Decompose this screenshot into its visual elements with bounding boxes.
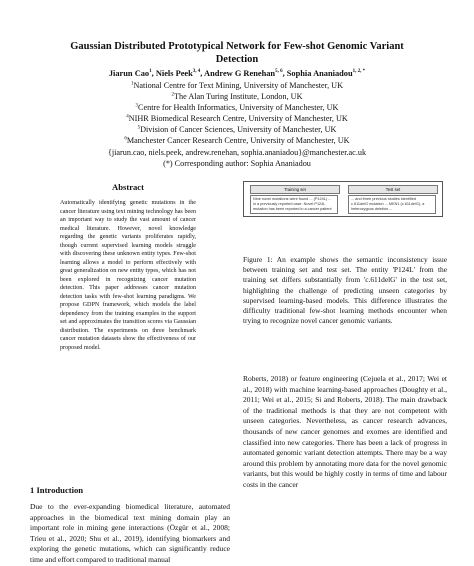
affiliation-marker: 6 bbox=[124, 136, 127, 142]
abstract-text: Automatically identifying genetic mutations in the cancer literature using text mining technology has been an important way to study the vast amount of cancer medical literature. However, novel knowledge regarding the genetic variants proliferates rapidly, though current supervised learning models struggle with discovering these unknown entity types. Few-shot learning allows a model to perform effectively with great generalization on new entity types, which has not been explored in recognizing cancer mutation detection. This paper addresses cancer mutation detection tasks with few-shot learning paradigms. We propose GDPN framework, which models the label dependency from the training examples in the support set and approximates the transition scores via Gaussian distribution. The experiments on three benchmark cancer mutation datasets show the effectiveness of our proposed model. bbox=[60, 200, 196, 351]
author-affiliation-marker: 1, 2, * bbox=[352, 69, 366, 75]
author-list bbox=[20, 68, 454, 79]
author-name: Jiarun Cao bbox=[108, 69, 150, 78]
body-text-right-column: Roberts, 2018) or feature engineering (Cejuela et al., 2017; Wei et al., 2018) with machine learning-based approaches (Doughty et al., 2011; Wei et al., 2015; Si and Roberts, 2018). The main drawback of the traditional methods is that they are not competent with unseen categories. Nevertheless, as cancer research advances, thousands of new cancer genomes and exomes are identified and classified into new categories. There has been a lack of progress in automated genomic variant detection attempts. There may be a way around this problem by annotating more data for the novel genomic variants, but this would be highly costly in terms of time and labour costs in the cancer bbox=[243, 374, 447, 489]
figure-train-example: Nine novel mutations were found ... (P124L) ... in a previously reported case. Novel P124L mutation has been reported in a cancer patient ... bbox=[250, 195, 338, 214]
introduction-heading: 1 Introduction bbox=[30, 485, 84, 495]
author-affiliation-marker: 3, 4 bbox=[192, 69, 201, 75]
affiliation-marker: 5 bbox=[137, 125, 141, 131]
author-affiliation-marker: 5, 6 bbox=[275, 69, 283, 75]
introduction-section bbox=[30, 485, 230, 566]
introduction-text: Due to the ever-expanding biomedical literature, automated approaches in the biomedical text mining domain play an important role in mining gene interactions (Özgür et al., 2008; Trieu et al., 2020; Shu et al., 2019), identifying biomarkers and exploring the genetic mutations, which can significantly reduce time and effort compared to traditional manual bbox=[30, 502, 230, 564]
author-emails: {jiarun.cao, niels.peek, andrew.renehan, sophia.ananiadou}@manchester.ac.uk bbox=[107, 147, 367, 157]
corresponding-author: (*) Corresponding author: Sophia Ananiadou bbox=[163, 158, 311, 168]
affiliation-marker: 4 bbox=[126, 114, 129, 120]
figure-test-label: Test set bbox=[348, 185, 438, 194]
figure-caption: Figure 1: An example shows the semantic inconsistency issue between training set and test set. The entity 'P124L' from the training set differs substantially from 'c.611delG' in the test set, highlighting the challenge of predicting unseen categories by supervised learning-based models. This difference illustrates the difficulty traditional few-shot learning methods encounter when trying to recognize novel cancer genomic variants. bbox=[243, 255, 447, 326]
author-name: Andrew G Renehan bbox=[204, 69, 276, 78]
author-separator: , bbox=[282, 69, 287, 78]
affiliation-text: National Centre for Text Mining, University of Manchester, UK bbox=[133, 81, 343, 90]
author-separator: , bbox=[200, 69, 205, 78]
figure-train-label: Training set bbox=[250, 185, 340, 194]
author-separator: , bbox=[151, 69, 156, 78]
affiliation-text: Division of Cancer Sciences, University of Manchester, UK bbox=[140, 125, 337, 135]
affiliation-marker: 1 bbox=[131, 81, 134, 87]
affiliation-line bbox=[40, 124, 434, 135]
affiliation-line bbox=[40, 102, 434, 113]
affiliation-marker: 3 bbox=[135, 103, 139, 109]
affiliation-text: NIHR Biomedical Research Centre, University of Manchester, UK bbox=[128, 114, 348, 124]
affiliation-line bbox=[40, 135, 434, 146]
affiliation-text: The Alan Turing Institute, London, UK bbox=[174, 92, 303, 102]
affiliation-line bbox=[40, 80, 434, 91]
figure-test-example: ... and three previous studies identified c.611delG mutation ... MEN1 (c.611delG), a heterozygous deletion ... bbox=[348, 195, 436, 214]
affiliation-line bbox=[40, 91, 434, 102]
affiliation-marker: 2 bbox=[171, 92, 174, 98]
affiliation-line bbox=[40, 113, 434, 124]
affiliations bbox=[40, 80, 434, 169]
abstract-heading: Abstract bbox=[112, 182, 144, 192]
paper-title: Gaussian Distributed Prototypical Network for Few-shot Genomic Variant Detection bbox=[70, 41, 404, 65]
affiliation-text: Centre for Health Informatics, University of Manchester, UK bbox=[138, 103, 339, 113]
affiliation-text: Manchester Cancer Research Centre, University of Manchester, UK bbox=[126, 136, 350, 146]
author-name: Niels Peek bbox=[155, 69, 193, 78]
figure-1 bbox=[243, 181, 443, 217]
author-affiliation-marker: 1 bbox=[149, 69, 152, 75]
author-name: Sophia Ananiadou bbox=[286, 69, 353, 78]
abstract-section bbox=[60, 182, 196, 352]
